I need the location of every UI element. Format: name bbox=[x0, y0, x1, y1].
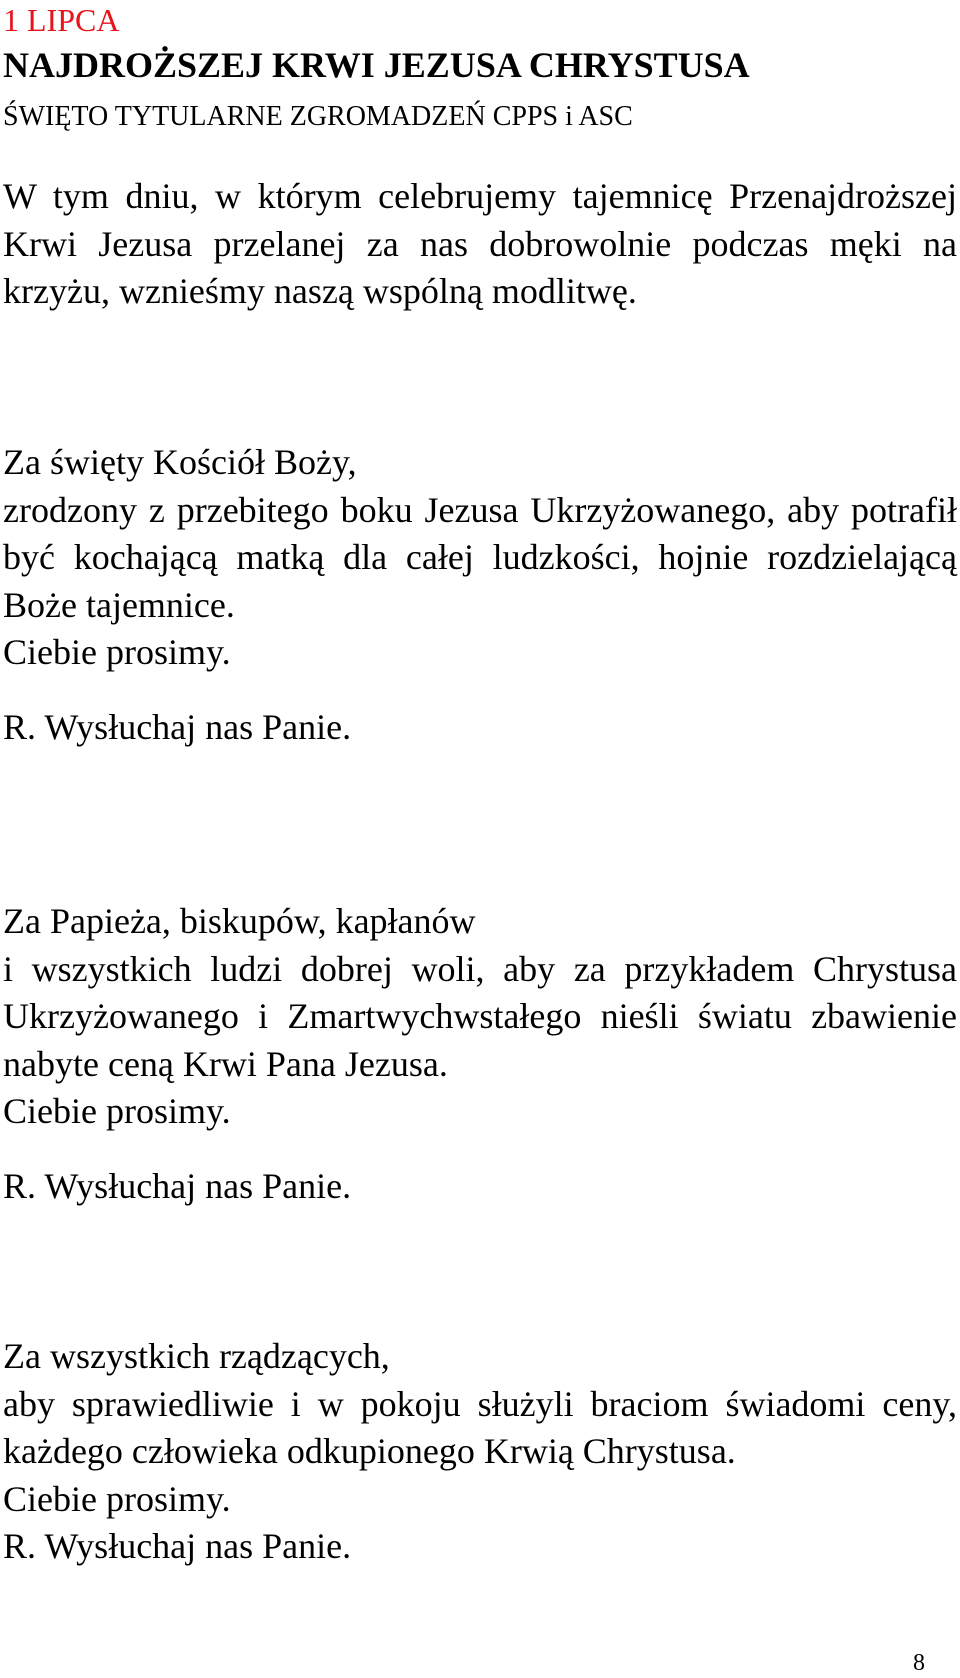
petition-body: zrodzony z przebitego boku Jezusa Ukrzyżowanego, aby potrafił być kochającą matką dla całej ludzkości, hojnie rozdzielającą Boże tajemnice. bbox=[3, 489, 957, 625]
petition-body: i wszystkich ludzi dobrej woli, aby za przykładem Chrystusa Ukrzyżowanego i Zmartwychwstałego nieśli światu zbawienie nabyte ceną Krwi Pana Jezusa. bbox=[3, 948, 957, 1084]
petition-invocation: Ciebie prosimy. bbox=[3, 1091, 231, 1131]
feast-date: 1 LIPCA bbox=[3, 2, 120, 38]
page-number: 8 bbox=[913, 1650, 925, 1676]
petition-1 bbox=[3, 439, 957, 677]
petition-response: R. Wysłuchaj nas Panie. bbox=[3, 1526, 352, 1566]
petition-invocation: Ciebie prosimy. bbox=[3, 632, 231, 672]
feast-title: NAJDROŻSZEJ KRWI JEZUSA CHRYSTUSA bbox=[3, 45, 750, 85]
petition-2 bbox=[3, 898, 957, 1136]
petition-response: R. Wysłuchaj nas Panie. bbox=[3, 1166, 352, 1206]
petition-heading: Za święty Kościół Boży, bbox=[3, 442, 357, 482]
intro-paragraph: W tym dniu, w którym celebrujemy tajemnicę Przenajdroższej Krwi Jezusa przelanej za nas dobrowolnie podczas męki na krzyżu, wznieśmy naszą wspólną modlitwę. bbox=[3, 176, 957, 311]
feast-subtitle: ŚWIĘTO TYTULARNE ZGROMADZEŃ CPPS i ASC bbox=[3, 101, 633, 132]
petition-body: aby sprawiedliwie i w pokoju służyli braciom świadomi ceny, każdego człowieka odkupionego Krwią Chrystusa. bbox=[3, 1383, 957, 1471]
petition-heading: Za Papieża, biskupów, kapłanów bbox=[3, 901, 476, 941]
petition-invocation: Ciebie prosimy. bbox=[3, 1478, 231, 1519]
petition-3 bbox=[3, 1333, 957, 1571]
petition-heading: Za wszystkich rządzących, bbox=[3, 1336, 390, 1376]
petition-response: R. Wysłuchaj nas Panie. bbox=[3, 707, 352, 747]
